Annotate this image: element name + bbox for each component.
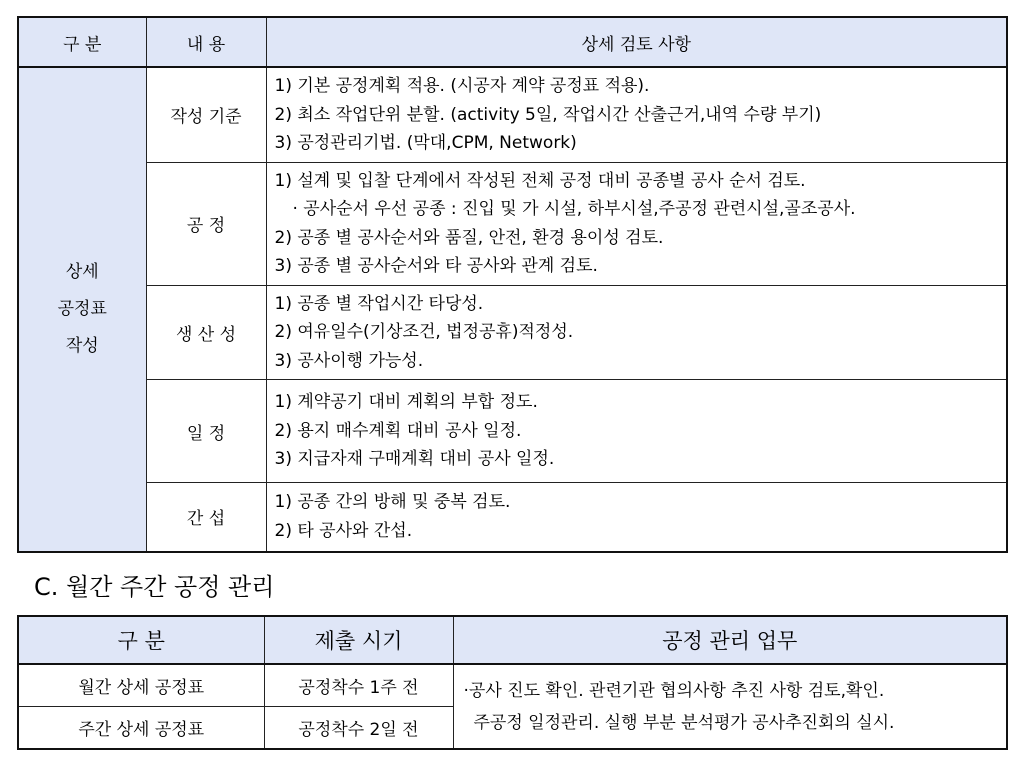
header-tasks: 공정 관리 업무 (453, 616, 1007, 664)
table-row (18, 483, 1007, 552)
row-details: 1) 설계 및 입찰 단계에서 작성된 전체 공정 대비 공종별 공사 순서 검토. · 공사순서 우선 공종 : 진입 및 가 시설, 하부시설,주공정 관련시설,골조공사. 2) 공종 별 공사순서와 품질, 안전, 환경 용이성 검토. 3) 공종 별 공사순서와 타 공사와 관계 검토. (266, 162, 1007, 285)
row-label: 일 정 (146, 380, 266, 483)
row-details: 1) 공종 간의 방해 및 중복 검토. 2) 타 공사와 간섭. (266, 483, 1007, 552)
row-label: 생 산 성 (146, 285, 266, 380)
schedule-table-header (18, 616, 1007, 664)
header-content: 내 용 (146, 17, 266, 67)
table-row (18, 67, 1007, 162)
header-category: 구 분 (18, 17, 146, 67)
row-details: 1) 공종 별 작업시간 타당성. 2) 여유일수(기상조건, 법정공휴)적정성. 3) 공사이행 가능성. (266, 285, 1007, 380)
header-detail: 상세 검토 사항 (266, 17, 1007, 67)
section-title: C. 월간 주간 공정 관리 (34, 573, 275, 601)
header-division: 구 분 (18, 616, 264, 664)
schedule-name: 월간 상세 공정표 (18, 664, 264, 707)
row-label: 공 정 (146, 162, 266, 285)
table-row (18, 380, 1007, 483)
header-timing: 제출 시기 (264, 616, 453, 664)
row-details: 1) 기본 공정계획 적용. (시공자 계약 공정표 적용). 2) 최소 작업단위 분할. (activity 5일, 작업시간 산출근거,내역 수량 부기) 3) 공정관리기법. (막대,CPM, Network) (266, 67, 1007, 162)
category-cell: 상세 공정표 작성 (18, 67, 146, 552)
row-details: 1) 계약공기 대비 계획의 부합 정도. 2) 용지 매수계획 대비 공사 일정. 3) 지급자재 구매계획 대비 공사 일정. (266, 380, 1007, 483)
row-label: 작성 기준 (146, 67, 266, 162)
table-row (18, 162, 1007, 285)
row-label: 간 섭 (146, 483, 266, 552)
table-row (18, 664, 1007, 707)
schedule-name: 주간 상세 공정표 (18, 707, 264, 750)
schedule-tasks: ·공사 진도 확인. 관련기관 협의사항 추진 사항 검토,확인. 주공정 일정관리. 실행 부분 분석평가 공사추진회의 실시. (453, 664, 1007, 749)
schedule-table (17, 615, 1008, 750)
review-table-header (18, 17, 1007, 67)
review-table (17, 16, 1008, 553)
schedule-timing: 공정착수 2일 전 (264, 707, 453, 750)
schedule-timing: 공정착수 1주 전 (264, 664, 453, 707)
table-row (18, 285, 1007, 380)
